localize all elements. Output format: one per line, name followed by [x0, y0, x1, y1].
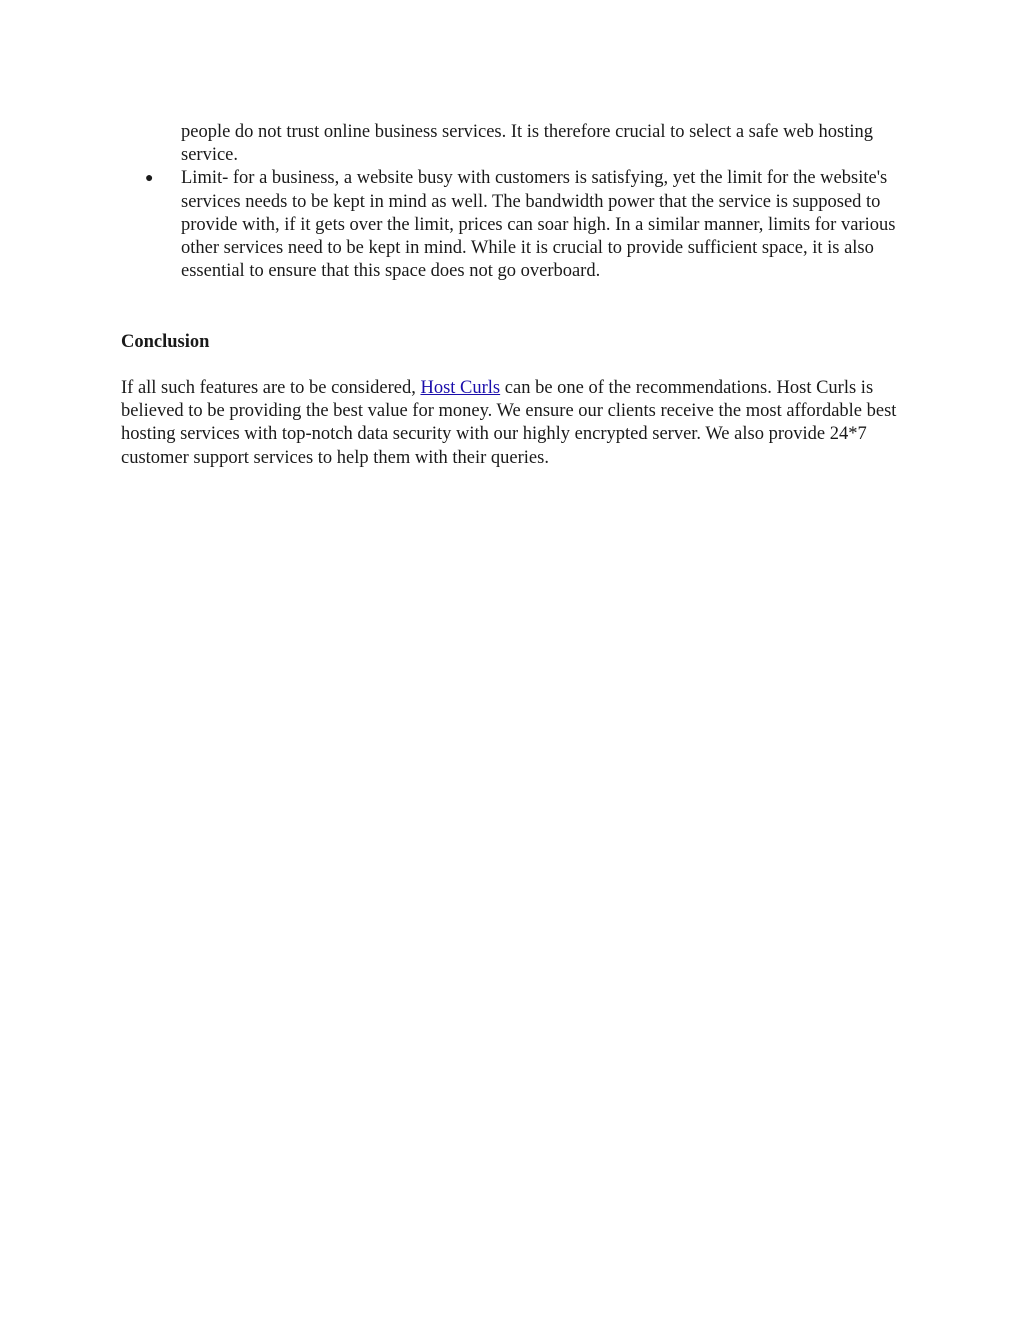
host-curls-link[interactable]: Host Curls: [420, 378, 501, 398]
conclusion-heading: Conclusion: [121, 332, 210, 352]
bullet-icon: ●: [145, 171, 154, 187]
bullet-list: [145, 121, 911, 283]
list-item-limit: [145, 167, 911, 283]
conclusion-text-before-link: If all such features are to be considered,: [121, 378, 421, 398]
conclusion-paragraph: [121, 377, 901, 470]
list-item-text: people do not trust online business services. It is therefore crucial to select a safe web hosting service.: [181, 122, 874, 166]
list-item-text: Limit- for a business, a website busy with customers is satisfying, yet the limit for the website's services needs to be kept in mind as well. The bandwidth power that the service is supposed to provide with, if it gets over the limit, prices can soar high. In a similar manner, limits for various other services need to be kept in mind. While it is crucial to provide sufficient space, it is also essential to ensure that this space does not go overboard.: [181, 168, 896, 282]
list-item-continuation: [181, 121, 911, 167]
conclusion-text-after-link: can be one of the recommendations. Host Curls is believed to be providing the best value for money. We ensure our clients receive the most affordable best hosting services with top-notch data security with our highly encrypted server. We also provide 24*7 customer support services to help them with their queries.: [121, 378, 897, 468]
